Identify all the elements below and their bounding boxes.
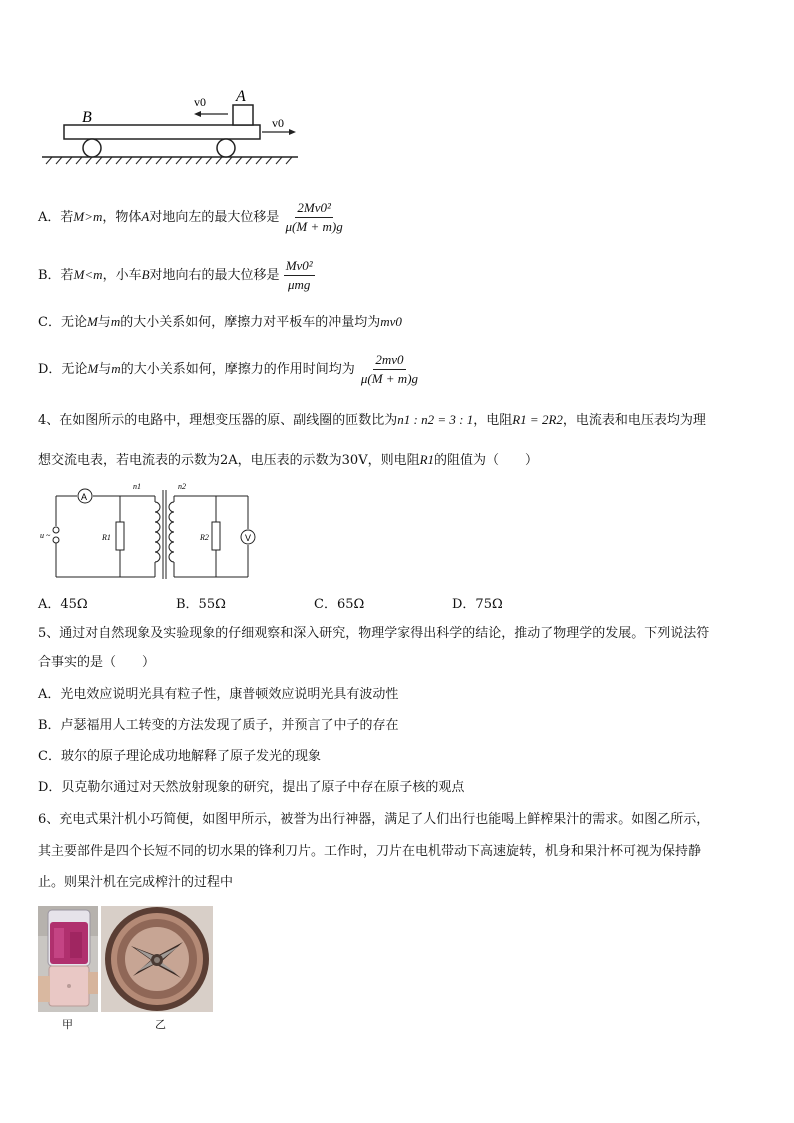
q4-stem-line1: 4、在如图所示的电路中，理想变压器的原、副线圈的匝数比为n1 : n2 = 3 : 1，电阻R1 = 2R2，电流表和电压表均为理	[38, 412, 706, 428]
label-a: A	[236, 88, 246, 105]
q5-stem-line2: 合事实的是（ ）	[38, 655, 156, 670]
q3-option-c: C．无论M与m的大小关系如何，摩擦力对平板车的冲量均为mv0	[38, 314, 402, 330]
q6-stem-line2: 其主要部件是四个长短不同的切水果的锋利刀片。工作时，刀片在电机带动下高速旋转，机身和果汁杯可视为保持静	[38, 844, 702, 859]
label-v0-left: v0	[194, 95, 206, 109]
q5-option-b: B．卢瑟福用人工转变的方法发现了质子，并预言了中子的存在	[38, 718, 399, 733]
terminal-bottom	[53, 537, 59, 543]
juicer-photo-yi	[101, 906, 213, 1012]
arrow-right-icon	[289, 129, 296, 135]
q3-option-a: A．若M>m，物体A对地向左的最大位移是 $\frac{\text{2Mv0²}}{\mu(M + m)g}$	[38, 200, 343, 234]
q6-stem-line1: 6、充电式果汁机小巧简便，如图甲所示，被誉为出行神器，满足了人们出行也能喝上鲜榨果汁的需求。如图乙所示，	[38, 812, 710, 827]
n2-label: n2	[178, 482, 186, 491]
q3-option-b: B．若M<m，小车B对地向右的最大位移是 $\frac{\text{Mv0²}}{\text{μmg}}$	[38, 258, 313, 292]
q3-d-fraction: $\frac{2mv0}{\mu(M + m)g}$	[360, 352, 419, 386]
q3-a-fraction: $\frac{\text{2Mv0²}}{\mu(M + m)g}$	[285, 200, 343, 234]
q4-choice-d: D．75Ω	[452, 597, 503, 612]
q5-option-d: D．贝克勒尔通过对天然放射现象的研究，提出了原子中存在原子核的观点	[38, 780, 465, 795]
q5-option-c: C．玻尔的原子理论成功地解释了原子发光的现象	[38, 749, 321, 764]
caption-jia: 甲	[62, 1018, 73, 1031]
q3-option-d: D．无论M与m的大小关系如何，摩擦力的作用时间均为 $\frac{2mv0}{\mu(M + m)g}$	[38, 352, 419, 386]
q5-stem-line1: 5、通过对自然现象及实验现象的仔细观察和深入研究，物理学家得出科学的结论，推动了物理学的发展。下列说法符	[38, 626, 710, 641]
q4-choice-b: B．55Ω	[176, 597, 226, 612]
q5-option-a: A．光电效应说明光具有粒子性，康普顿效应说明光具有波动性	[38, 687, 399, 702]
ammeter-label: A	[81, 492, 88, 502]
juicer-photo-jia	[38, 906, 98, 1012]
caption-yi: 乙	[155, 1018, 166, 1031]
r1-label: R1	[102, 533, 111, 542]
source-label: u ~	[40, 531, 51, 540]
terminal-top	[53, 527, 59, 533]
r2-label: R2	[200, 533, 209, 542]
q6-stem-line3: 止。则果汁机在完成榨汁的过程中	[38, 875, 234, 890]
arrow-left-icon	[194, 111, 201, 117]
cart-board	[64, 125, 260, 139]
label-b: B	[82, 109, 92, 126]
label-v0-right: v0	[272, 116, 284, 130]
q4-choice-a: A．45Ω	[38, 597, 88, 612]
cart-wheel-right	[217, 139, 235, 157]
n1-label: n1	[133, 482, 141, 491]
q4-choice-c: C．65Ω	[314, 597, 365, 612]
block-a	[233, 105, 253, 125]
cart-block-figure	[36, 84, 306, 174]
transformer-circuit	[40, 480, 270, 582]
cart-wheel-left	[83, 139, 101, 157]
voltmeter-label: V	[245, 533, 252, 543]
q4-stem-line2: 想交流电表，若电流表的示数为2A，电压表的示数为30V，则电阻R1的阻值为（ ）	[38, 452, 539, 468]
q3-b-fraction: $\frac{\text{Mv0²}}{\text{μmg}}$	[285, 258, 313, 292]
